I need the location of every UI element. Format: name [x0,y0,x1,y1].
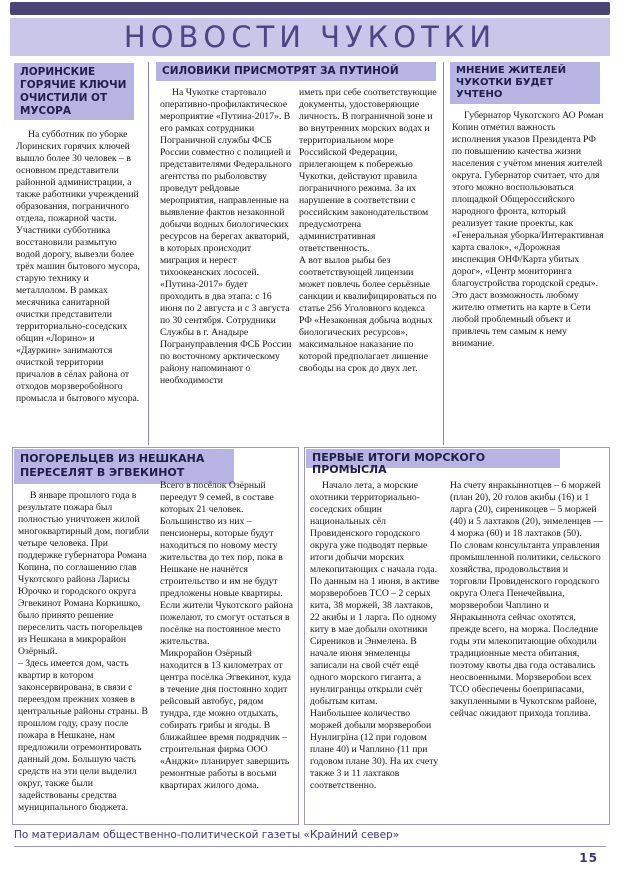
article-paragraph: В январе прошлого года в результате пожара был полностью уничтожен жилой многоквартирный дом, погибли четыре человека. При поддержке губернатора Романа Копина, по соглашению глав Чукотского района Ларисы Юрочко и городского округа Эгвекинот Романа Коркишко, было принято решение переселить часть погорельцев из Нешкана в микрорайон Озёрный. [18,490,149,657]
footer-rule [14,846,606,847]
article-body-putina-col2 [299,87,437,432]
article-paragraph: По данным на 1 июня, в активе морзверобоев ТСО – 2 серых кита, 38 моржей, 38 лахтаков, 22 акибы и 1 ларга. По одному киту в мае добыли охотники Сиреников и Энмелена. В начале июня энмеленцы записали на свой счёт ещё одного морского гиганта, а нунлигранцы открыли счёт добытым китам. [310,576,440,707]
article-paragraph: По словам консультанта управления промышленной политики, сельского хозяйства, продовольствия и торговли Провиденского городского округа Олега Пенечейвына, морзверобои Чаплино и Янракыннота сейчас охотятся, прежде всего, на моржа. Последние годы эти млекопитающие обходили традиционные места обитания, поэтому квоты два года оставались неосвоенными. Морзверобои всех ТСО обеспечены боеприпасами, закупленными в Чукотском районе, сейчас ожидают прихода топлива. [450,540,601,719]
article-paragraph: На субботник по уборке Лоринских горячих ключей вышло более 30 человек – в основном представители районной администрации, а также работники учреждений образования, пограничного отдела, пожарной части. Участники субботника восстановили размытую водой дорогу, вывезли более трёх машин бытового мусора, старую технику и металлолом. В рамках месячника санитарной очистки представители территориально-соседских общин «Лорино» и «Дауркин» занимаются очисткой территории причалов в сёлах района от отходов морзверобойного промысла и бытового мусора. [16,129,140,404]
article-body-lorino [16,129,140,444]
article-body-hunting-col1 [310,480,444,820]
article-title-opinion: МНЕНИЕ ЖИТЕЛЕЙ ЧУКОТКИ БУДЕТ УЧТЕНО [450,62,600,104]
article-body-opinion [452,110,605,425]
article-title-neshkan: ПОГОРЕЛЬЦЕВ ИЗ НЕШКАНА ПЕРЕСЕЛЯТ В ЭГВЕКИНОТ [14,449,234,484]
article-title-hunting: ПЕРВЫЕ ИТОГИ МОРСКОГО ПРОМЫСЛА [306,449,560,468]
masthead-bar [10,2,610,15]
article-paragraph: На счету янракыннотцев – 6 моржей (план 20), 20 голов акибы (16) и 1 ларга (20), сиреникоцев – 5 моржей (40) и 5 лахтаков (20), энмеленцев — 4 моржа (60) и 18 лахтаков (50). [450,480,604,539]
article-paragraph: «Путина-2017» будет проходить в два этапа: с 16 июня по 2 августа и с 3 августа по 30 сентября. Сотрудники Службы в г. Анадыре Погрануправления ФСБ России по восточному арктическому району напоминают о необходимости [160,279,292,386]
article-paragraph: Губернатор Чукотского АО Роман Копин отметил важность исполнения указов Президента РФ по повышению качества жизни населения с учётом мнения жителей округа. Губернатор считает, что для этого можно воспользоваться площадкой Общероссийского народного фронта, который реализует такие проекты, как «Генеральная уборка/Интерактивная карта свалок», «Дорожная инспекция ОНФ/Карта убитых дорог», «Центр мониторинга благоустройства городской среды». Это даст возможность любому жителю отметить на карте в Сети любой проблемный объект и привлечь тем самым к нему внимание. [452,110,604,349]
article-body-putina-col1 [160,87,292,432]
article-paragraph: Микрорайон Озёрный находится в 13 километрах от центра посёлка Эгвекинот, куда в течение дня постоянно ходит рейсовый автобус, рядом тундра, где можно отдыхать, собирать грибы и ягоды. В ближайшее время подрядчик – строительная фирма ООО «Анджи» планирует завершить ремонтные работы в восьми квартирах жилого дома. [160,648,291,791]
article-body-neshkan-col2 [160,480,294,820]
article-title-putina: СИЛОВИКИ ПРИСМОТРЯТ ЗА ПУТИНОЙ [156,62,436,81]
article-paragraph: Начало лета, а морские охотники территориально-соседских общин национальных сёл Провиденского городского округа уже подводят первые итоги добычи морских млекопитающих с начала года. [310,480,438,575]
article-paragraph: иметь при себе соответствующие документы, удостоверяющие личность. В пограничной зоне и во внутренних морских водах и территориальном море Российской Федерации, прилегающем к побережью Чукотки, действуют правила пограничного режима. За их нарушение в соответствии с российским законодательством предусмотрена административная ответственность. [299,87,437,254]
article-paragraph: – Здесь имеется дом, часть квартир в котором законсервирована, в связи с переездом прежних хозяев в центральные районы страны. В прошлом году, сразу после пожара в Нешкане, нам предложили отремонтировать данный дом. Большую часть средств на эти цели выделил округ, также были задействованы средства муниципального бюджета. [18,658,148,813]
article-paragraph: Наибольшее количество моржей добыли морзверобои Нунлигрїна (12 при годовом плане 40) и Чаплино (11 при годовом плане 30). На их счету также 3 и 11 лахтаков соответственно. [310,708,439,791]
article-paragraph: Если жители Чукотского района пожелают, то смогут остаться в посёлке на постоянное место жительства. [160,600,293,647]
article-paragraph: На Чукотке стартовало оперативно-профилактическое мероприятие «Путина-2017». В его рамках сотрудники Пограничной службы ФСБ России совместно с полицией и представителями Федерального агентства по рыболовству проведут рейдовые мероприятия, направленные на выявление фактов незаконной добычи водных биологических ресурсов на берегах акваторий, в которых происходит миграция и нерест тихоокеанских лососей. [160,87,292,278]
article-title-lorino: ЛОРИНСКИЕ ГОРЯЧИЕ КЛЮЧИ ОЧИСТИЛИ ОТ МУСОРА [14,63,134,120]
source-credit: По материалам общественно-политической газеты «Крайний север» [14,829,400,841]
column-divider [443,62,444,445]
article-paragraph: А вот вылов рыбы без соответствующей лицензии может повлечь более серьёзные санкции и квалифицироваться по статье 256 Уголовного кодекса РФ «Незаконная добыча водных биологических ресурсов», максимальное наказание по которой предполагает лишение свободы на срок до двух лет. [299,255,437,374]
article-paragraph: Всего в посёлок Озёрный переедут 9 семей, в составе которых 21 человек. Большинство из них – пенсионеры, которые будут находиться по новому месту жительства до тех пор, пока в Нешкане не начнётся строительство и им не будут предложены новые квартиры. [160,480,283,599]
column-divider [148,62,149,445]
masthead-title: НОВОСТИ ЧУКОТКИ [10,18,610,56]
page-number: 15 [579,851,598,865]
article-body-hunting-col2 [450,480,605,820]
article-body-neshkan-col1 [18,490,152,820]
